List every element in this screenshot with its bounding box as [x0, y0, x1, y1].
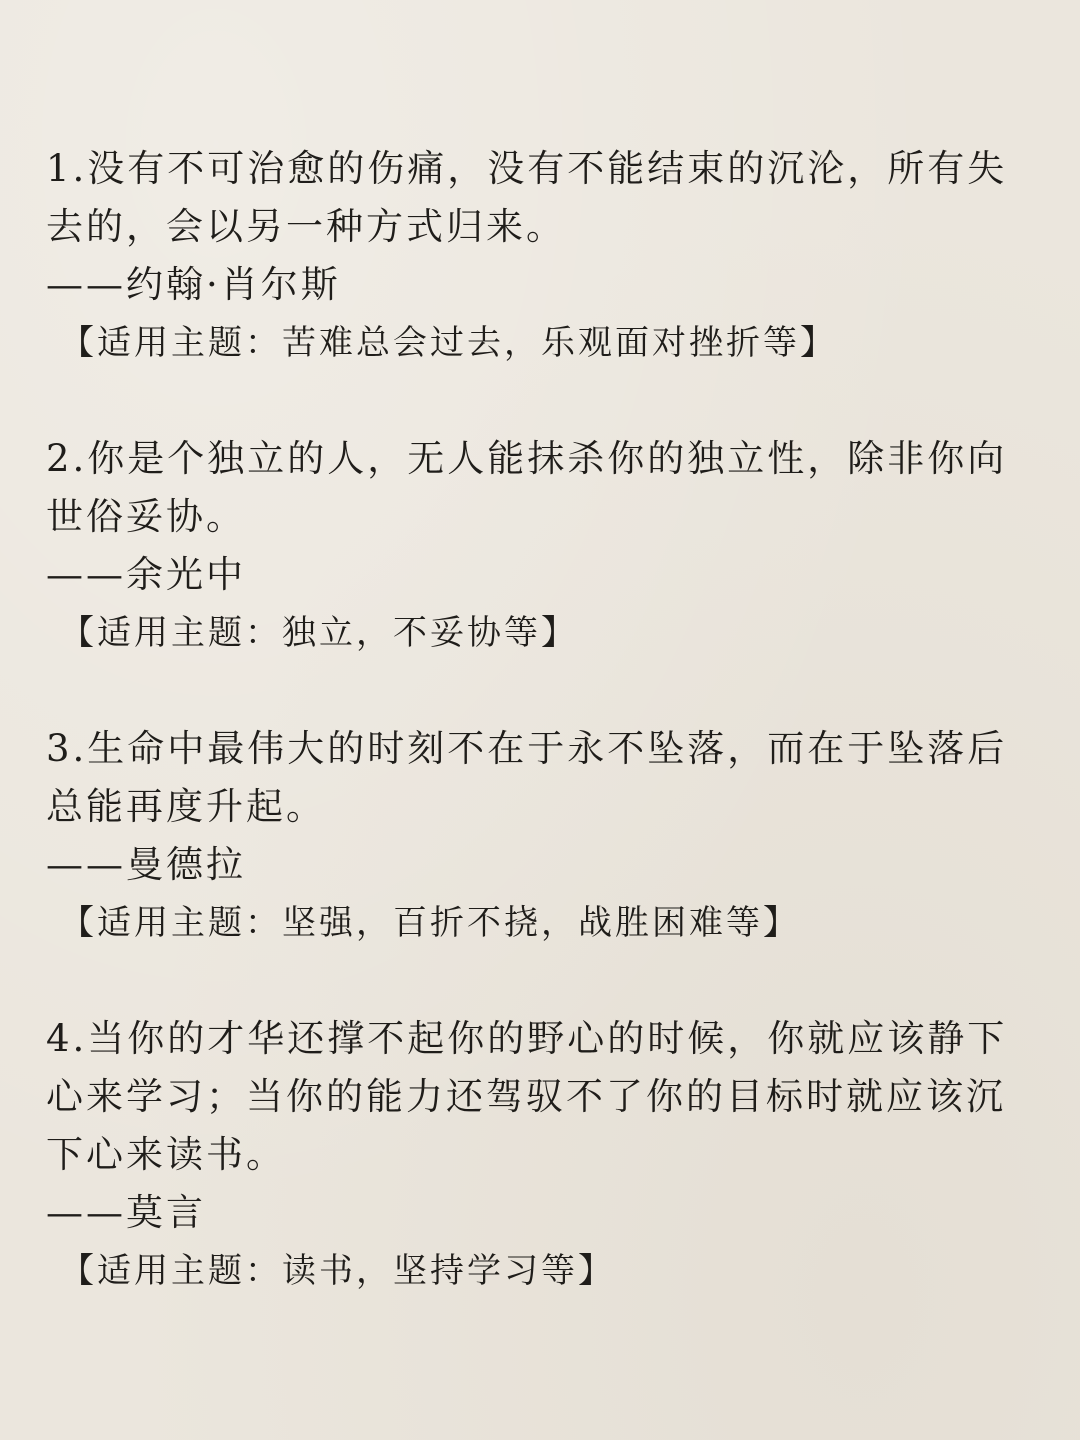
quote-theme: 【适用主题：苦难总会过去，乐观面对挫折等】 — [60, 323, 837, 363]
quote-theme: 【适用主题：独立，不妥协等】 — [60, 613, 578, 653]
quote-author: ——约翰·肖尔斯 — [46, 263, 341, 306]
quote-text: 2.你是个独立的人，无人能抹杀你的独立性，除非你向世俗妥协。 — [46, 437, 1008, 538]
quote-text: 1.没有不可治愈的伤痛，没有不能结束的沉沦，所有失去的，会以另一种方式归来。 — [46, 147, 1008, 248]
quote-author: ——莫言 — [46, 1191, 206, 1234]
quote-text: 3.生命中最伟大的时刻不在于永不坠落，而在于坠落后总能再度升起。 — [46, 727, 1008, 828]
quote-author: ——曼德拉 — [46, 843, 246, 886]
quote-item-3 — [46, 720, 1036, 952]
quote-item-2 — [46, 430, 1036, 662]
quote-text: 4.当你的才华还撑不起你的野心的时候，你就应该静下心来学习；当你的能力还驾驭不了你的目标时就应该沉下心来读书。 — [46, 1017, 1008, 1176]
quote-item-1 — [46, 140, 1036, 372]
quote-item-4 — [46, 1010, 1036, 1300]
quote-theme: 【适用主题：读书，坚持学习等】 — [60, 1251, 615, 1291]
quote-theme: 【适用主题：坚强，百折不挠，战胜困难等】 — [60, 903, 800, 943]
quote-author: ——余光中 — [46, 553, 246, 596]
